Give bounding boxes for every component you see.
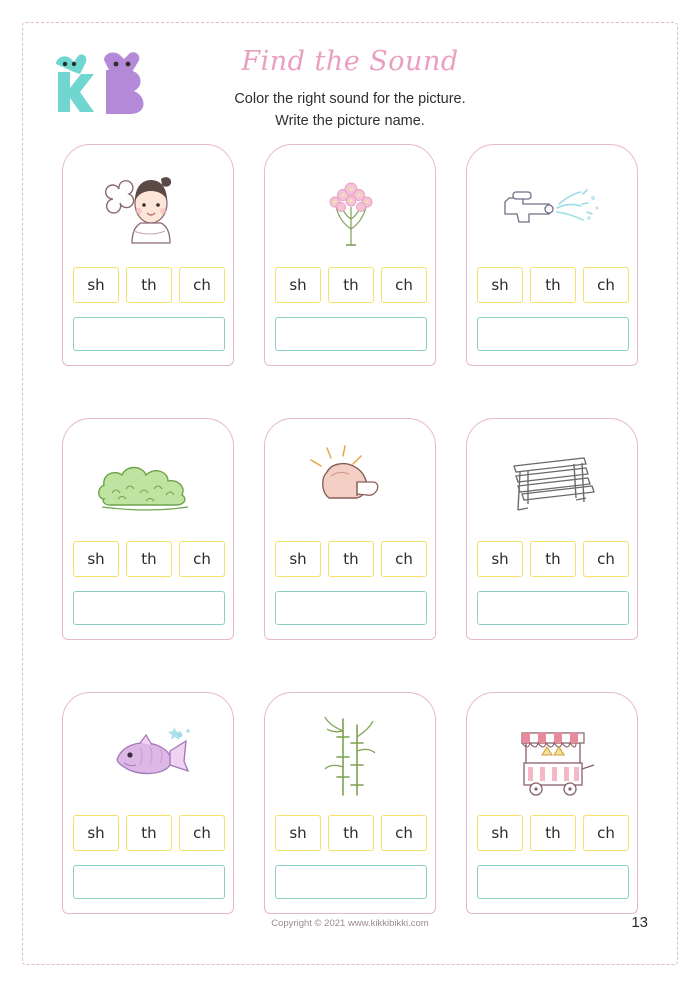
bench-icon [467, 427, 639, 539]
instructions-line-1: Color the right sound for the picture. [234, 91, 466, 107]
sound-options [275, 541, 427, 577]
bush-icon [63, 427, 235, 539]
flower-bunch-icon [265, 153, 437, 265]
picture-name-input[interactable] [477, 591, 629, 625]
food-cart-icon [467, 701, 639, 813]
sound-option-th[interactable]: th [328, 541, 374, 577]
exercise-item [264, 692, 436, 914]
fish-icon [63, 701, 235, 813]
sound-option-ch[interactable]: ch [179, 541, 225, 577]
sound-option-ch[interactable]: ch [179, 815, 225, 851]
instructions [40, 88, 660, 132]
sound-option-sh[interactable]: sh [73, 815, 119, 851]
sound-options [73, 267, 225, 303]
sound-options [73, 815, 225, 851]
bamboo-icon [265, 701, 437, 813]
page-title: Find the Sound [241, 46, 459, 77]
picture-name-input[interactable] [477, 865, 629, 899]
sound-option-sh[interactable]: sh [477, 267, 523, 303]
exercise-item [62, 418, 234, 640]
sound-option-th[interactable]: th [530, 267, 576, 303]
girl-blowing-icon [63, 153, 235, 265]
page-footer [40, 914, 660, 942]
sound-options [275, 815, 427, 851]
instructions-line-2: Write the picture name. [275, 113, 425, 129]
exercise-item [264, 418, 436, 640]
sound-options [477, 815, 629, 851]
worksheet-content [40, 32, 660, 952]
sound-option-th[interactable]: th [126, 815, 172, 851]
sound-option-ch[interactable]: ch [381, 815, 427, 851]
picture-name-input[interactable] [73, 865, 225, 899]
picture-name-input[interactable] [477, 317, 629, 351]
sound-option-sh[interactable]: sh [477, 541, 523, 577]
sound-options [477, 541, 629, 577]
sound-option-sh[interactable]: sh [275, 815, 321, 851]
boxing-glove-icon [265, 427, 437, 539]
sound-option-ch[interactable]: ch [381, 267, 427, 303]
sound-option-th[interactable]: th [328, 267, 374, 303]
exercise-item [62, 144, 234, 366]
sound-options [275, 267, 427, 303]
sound-option-th[interactable]: th [126, 267, 172, 303]
sound-option-ch[interactable]: ch [583, 815, 629, 851]
picture-name-input[interactable] [73, 591, 225, 625]
exercise-item [264, 144, 436, 366]
water-gun-icon [467, 153, 639, 265]
exercise-item [466, 692, 638, 914]
sound-options [477, 267, 629, 303]
sound-option-ch[interactable]: ch [381, 541, 427, 577]
sound-option-sh[interactable]: sh [275, 541, 321, 577]
exercise-item [466, 144, 638, 366]
sound-option-th[interactable]: th [530, 541, 576, 577]
sound-option-th[interactable]: th [126, 541, 172, 577]
sound-option-th[interactable]: th [328, 815, 374, 851]
sound-option-ch[interactable]: ch [583, 267, 629, 303]
exercise-item [466, 418, 638, 640]
exercise-grid [40, 144, 660, 914]
sound-option-ch[interactable]: ch [583, 541, 629, 577]
sound-option-sh[interactable]: sh [73, 267, 119, 303]
page-number: 13 [631, 914, 648, 931]
exercise-item [62, 692, 234, 914]
sound-option-th[interactable]: th [530, 815, 576, 851]
picture-name-input[interactable] [275, 865, 427, 899]
sound-options [73, 541, 225, 577]
sound-option-sh[interactable]: sh [477, 815, 523, 851]
sound-option-sh[interactable]: sh [275, 267, 321, 303]
picture-name-input[interactable] [275, 317, 427, 351]
worksheet-header [40, 32, 660, 144]
picture-name-input[interactable] [275, 591, 427, 625]
sound-option-ch[interactable]: ch [179, 267, 225, 303]
picture-name-input[interactable] [73, 317, 225, 351]
sound-option-sh[interactable]: sh [73, 541, 119, 577]
copyright-text: Copyright © 2021 www.kikkibikki.com [271, 918, 429, 929]
